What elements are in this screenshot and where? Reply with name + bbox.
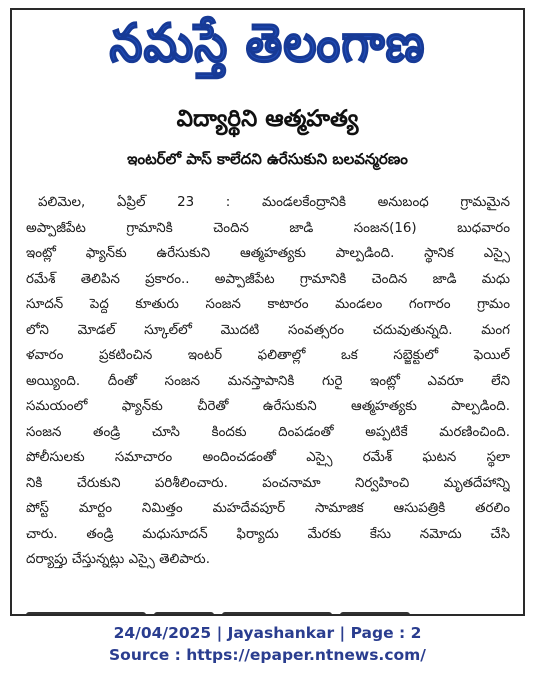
body-line: అయ్యింది. దీంతో సంజన మనస్తాపానికి గురై ఇంట్లో ఎవరూ లేని xyxy=(26,373,510,389)
masthead-title: నమస్తే తెలంగాణ xyxy=(109,13,426,75)
footer-date-edition: 24/04/2025 | Jayashankar | Page : 2 xyxy=(113,624,422,642)
body-line: అప్పాజీపేట గ్రామానికి చెందిన జాడి సంజన(16) బుధవారం xyxy=(26,220,510,236)
body-line: పోస్ట్ మార్టం నిమిత్తం మహదేవపూర్ సామాజిక ఆసుపత్రికి తరలిం xyxy=(26,501,510,516)
footer-source: Source : https://epaper.ntnews.com/ xyxy=(109,646,426,664)
article-body xyxy=(26,190,510,573)
body-line: రమేశ్ తెలిపిన ప్రకారం.. అప్పాజీపేట గ్రామానికి చెందిన జాడి మధు xyxy=(26,271,510,287)
body-line: పోలీసులకు సమాచారం అందించడంతో ఎస్సై రమేశ్ ఘటన స్థలా xyxy=(26,450,510,465)
newspaper-clipping xyxy=(10,8,525,616)
body-line: సూదన్ పెద్ద కూతురు సంజన కాటారం మండలం గంగారం గ్రామం xyxy=(26,297,510,312)
body-line: పలిమెల, ఏప్రిల్ 23 : మండలకేంద్రానికి అనుబంధ గ్రామమైన xyxy=(38,195,510,210)
body-line: దర్యాప్తు చేస్తున్నట్లు ఎస్సై తెలిపారు. xyxy=(26,552,210,567)
cropped-next-line xyxy=(26,602,506,616)
body-line: ఇంట్లో ఫ్యాన్‌కు ఉరేసుకుని ఆత్మహత్యకు పాల్పడింది. స్థానిక ఎస్సై xyxy=(26,246,510,261)
body-line: లోని మోడల్ స్కూల్‌లో మొదటి సంవత్సరం చదువుతున్నది. మంగ xyxy=(26,322,510,338)
body-line: సమయంలో ఫ్యాన్‌కు చీరెతో ఉరేసుకుని ఆత్మహత్యకు పాల్పడింది. xyxy=(26,399,510,414)
clipping-footer xyxy=(0,622,535,666)
article-headline: విద్యార్థిని ఆత్మహత్య xyxy=(176,106,359,132)
masthead xyxy=(12,10,523,90)
body-line: నికి చేరుకుని పరిశీలించారు. పంచనామా నిర్వహించి మృతదేహాన్ని xyxy=(26,475,510,491)
body-line: సంజన తండ్రి చూసి కిందకు దింపడంతో అప్పటికే మరణించింది. xyxy=(26,424,510,440)
body-line: చారు. తండ్రి మధుసూదన్ ఫిర్యాదు మేరకు కేసు నమోదు చేసి xyxy=(26,526,510,542)
article-subheadline: ఇంటర్‌లో పాస్ కాలేదని ఉరేసుకుని బలవన్మరణం xyxy=(127,150,408,168)
body-line: ళవారం ప్రకటించిన ఇంటర్ ఫలితాల్లో ఒక సబ్జెక్టులో ఫెయిల్ xyxy=(26,348,510,363)
